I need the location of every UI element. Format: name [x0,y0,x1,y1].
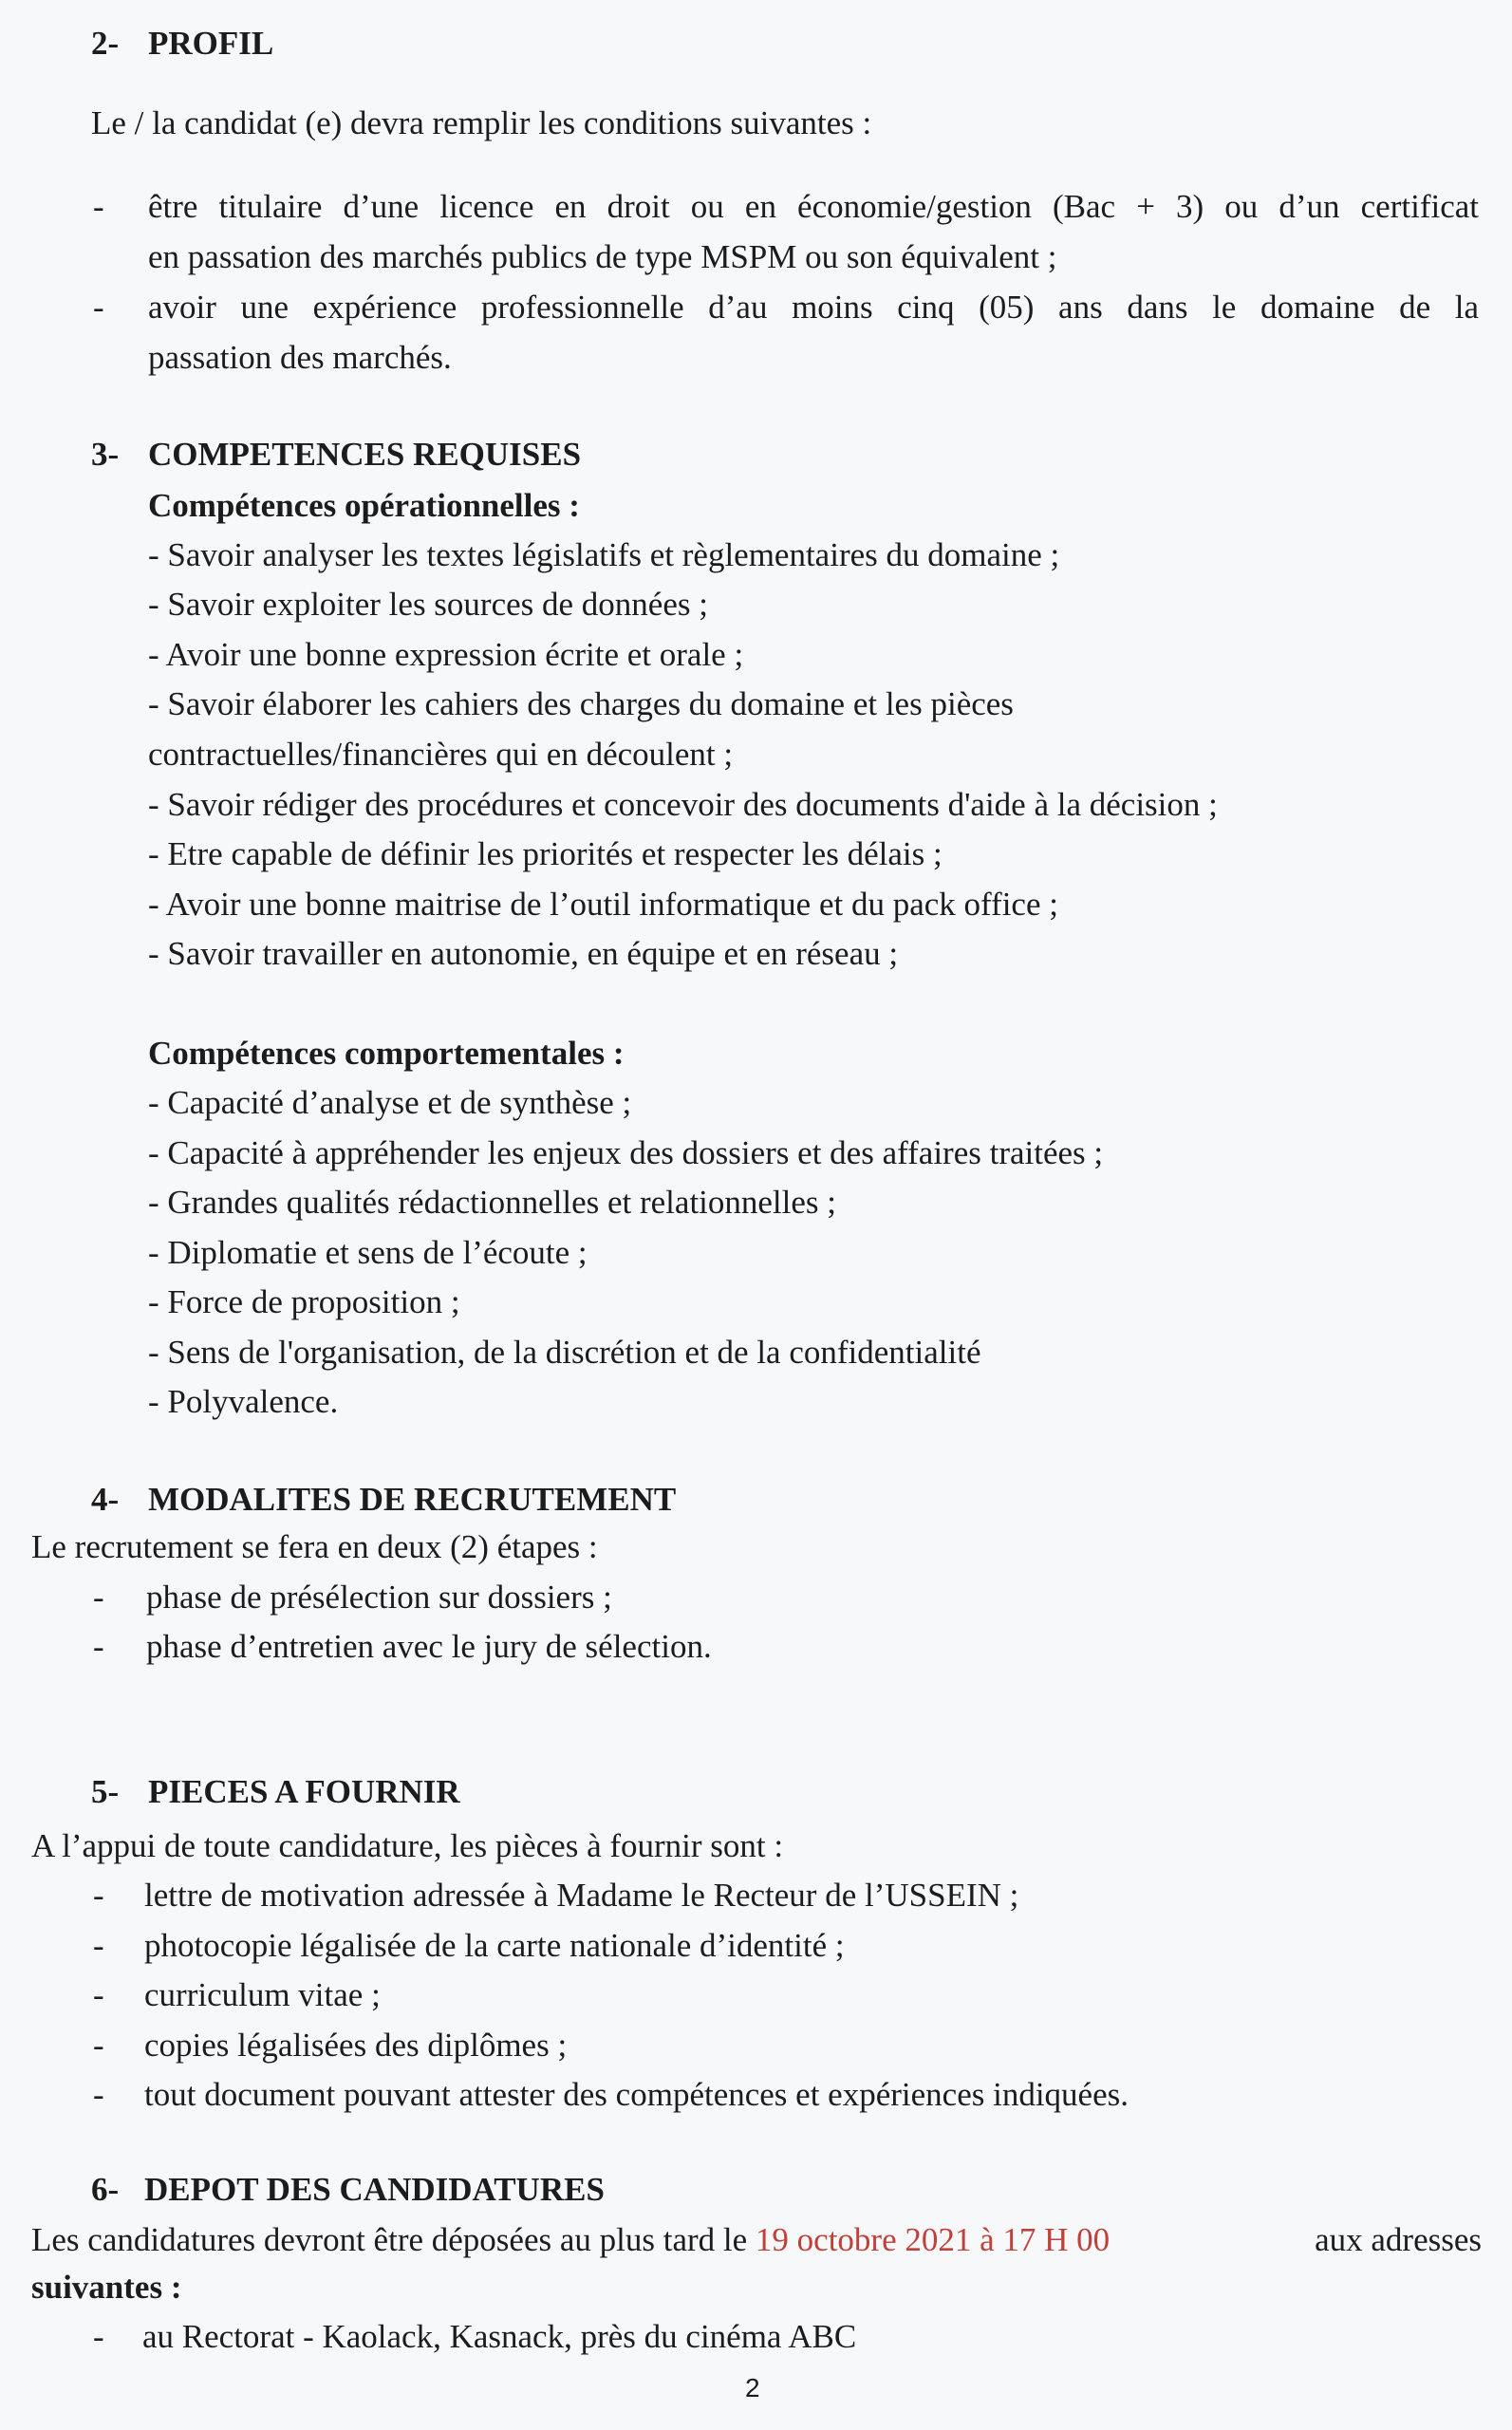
list-item: - Diplomatie et sens de l’écoute ; [148,1234,588,1271]
paragraph: Le recrutement se fera en deux (2) étapes : [31,1528,598,1565]
list-item: tout document pouvant attester des compétences et expériences indiquées. [144,2076,1129,2113]
section-2-heading [91,23,274,65]
section-title: PIECES A FOURNIR [148,1773,460,1810]
paragraph: Le / la candidat (e) devra remplir les conditions suivantes : [91,104,872,141]
paragraph-text: Les candidatures devront être déposées au plus tard le [31,2221,748,2258]
section-4-heading [91,1479,677,1521]
list-item: - Capacité à appréhender les enjeux des dossiers et des affaires traitées ; [148,1134,1104,1171]
list-dash: - [93,2027,104,2064]
paragraph [31,2219,1482,2261]
section-title: PROFIL [148,25,274,62]
paragraph-text: aux adresses [1315,2221,1482,2258]
list-item: - Avoir une bonne maitrise de l’outil informatique et du pack office ; [148,886,1058,923]
list-item: - Polyvalence. [148,1383,339,1420]
list-item-line: en passation des marchés publics de type MSPM ou son équivalent ; [148,238,1057,275]
list-item-line: passation des marchés. [148,339,452,376]
page-number: 2 [745,2373,760,2402]
list-item: phase d’entretien avec le jury de sélection. [146,1628,712,1665]
list-item: - Capacité d’analyse et de synthèse ; [148,1084,632,1121]
list-dash: - [93,1877,104,1914]
list-item: curriculum vitae ; [144,1976,381,2013]
section-number: 5- [91,1773,120,1810]
list-item: contractuelles/financières qui en découlent ; [148,736,734,773]
paragraph: A l’appui de toute candidature, les pièces à fournir sont : [31,1827,784,1864]
list-item: - Savoir élaborer les cahiers des charges du domaine et les pièces [148,685,1014,722]
paragraph: suivantes : [31,2269,182,2306]
list-item: - Savoir rédiger des procédures et concevoir des documents d'aide à la décision ; [148,786,1218,823]
section-6-heading [91,2169,605,2211]
list-item: au Rectorat - Kaolack, Kasnack, près du cinéma ABC [142,2318,857,2355]
list-dash: - [93,1976,104,2013]
list-item: - Force de proposition ; [148,1283,460,1320]
section-number: 2- [91,25,120,62]
list-item: - Grandes qualités rédactionnelles et relationnelles ; [148,1184,837,1221]
list-item: - Savoir analyser les textes législatifs et règlementaires du domaine ; [148,536,1060,573]
list-dash: - [93,1628,104,1665]
list-item-line: avoir une expérience professionnelle d’au moins cinq (05) ans dans le domaine de la [148,289,1479,326]
list-dash: - [93,1579,104,1616]
list-item: copies légalisées des diplômes ; [144,2027,568,2064]
list-dash: - [93,2076,104,2113]
list-dash: - [93,2318,104,2355]
list-item: phase de présélection sur dossiers ; [146,1579,612,1616]
list-item: - Avoir une bonne expression écrite et orale ; [148,636,744,673]
section-number: 4- [91,1481,120,1518]
list-dash: - [93,289,104,326]
section-title: DEPOT DES CANDIDATURES [144,2171,605,2208]
section-number: 6- [91,2171,120,2208]
section-title: COMPETENCES REQUISES [148,436,582,473]
list-item: - Sens de l'organisation, de la discrétion et de la confidentialité [148,1334,981,1371]
list-dash: - [93,188,104,225]
section-title: MODALITES DE RECRUTEMENT [148,1481,677,1518]
list-item: - Savoir exploiter les sources de données ; [148,586,708,623]
section-number: 3- [91,436,120,473]
list-item: photocopie légalisée de la carte nationale d’identité ; [144,1927,845,1964]
list-item: lettre de motivation adressée à Madame le Recteur de l’USSEIN ; [144,1877,1019,1914]
section-3-heading [91,434,582,476]
subsection-heading: Compétences opérationnelles : [148,487,580,524]
list-item: - Savoir travailler en autonomie, en équipe et en réseau ; [148,935,899,972]
list-item: - Etre capable de définir les priorités et respecter les délais ; [148,835,943,872]
section-5-heading [91,1771,460,1813]
list-dash: - [93,1927,104,1964]
list-item-line: être titulaire d’une licence en droit ou en économie/gestion (Bac + 3) ou d’un certificat [148,188,1479,225]
subsection-heading: Compétences comportementales : [148,1035,625,1072]
deadline-date: 19 octobre 2021 à 17 H 00 [755,2221,1111,2258]
